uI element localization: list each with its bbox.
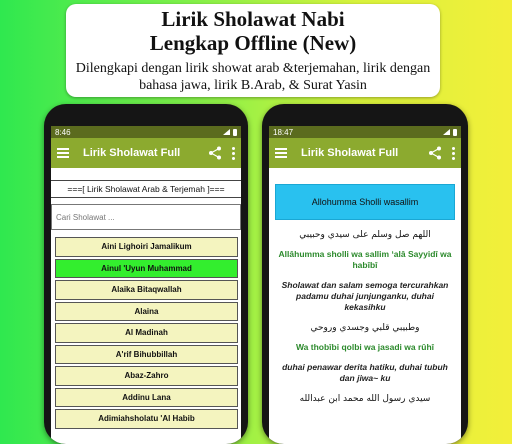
sholawat-list — [55, 237, 238, 429]
promo-banner — [66, 4, 440, 97]
search-input[interactable]: Cari Sholawat ... — [51, 204, 241, 230]
status-icons — [443, 129, 457, 136]
more-vert-icon[interactable] — [232, 147, 235, 160]
list-item[interactable]: Al Madinah — [55, 323, 238, 343]
lyrics-body — [269, 230, 461, 404]
list-item[interactable]: Alaina — [55, 302, 238, 322]
banner-subtitle: Dilengkapi dengan lirik showat arab &terjemahan, lirik dengan bahasa jawa, lirik B.Arab, & Surat Yasin — [75, 61, 431, 93]
phone-mockup-detail — [262, 104, 468, 444]
signal-icon — [223, 129, 230, 135]
phone-mockup-list — [44, 104, 248, 444]
menu-icon[interactable] — [275, 148, 287, 158]
section-header: ===[ Lirik Sholawat Arab & Terjemah ]=== — [51, 180, 241, 198]
translation-line: duhai penawar derita hatiku, duhai tubuh dan jiwa~ ku — [282, 362, 448, 383]
status-time: 18:47 — [273, 127, 294, 137]
battery-icon — [233, 129, 237, 136]
arabic-line: اللهم صل وسلم على سيدي وحبيبي — [299, 230, 431, 240]
status-icons — [223, 129, 237, 136]
status-bar — [269, 126, 461, 138]
app-title: Lirik Sholawat Full — [301, 147, 399, 159]
list-item[interactable]: A'rif Bihubbillah — [55, 345, 238, 365]
banner-title: Lirik Sholawat Nabi Lengkap Offline (New) — [149, 7, 357, 55]
list-item-selected[interactable]: Ainul 'Uyun Muhammad — [55, 259, 238, 279]
list-item[interactable]: Alaika Bitaqwallah — [55, 280, 238, 300]
app-title: Lirik Sholawat Full — [83, 147, 181, 159]
status-bar — [51, 126, 241, 138]
status-time: 8:46 — [55, 127, 71, 137]
latin-line: Allâhumma sholli wa sallim ‘alâ Sayyidî wa habîbî — [278, 249, 452, 270]
battery-icon — [453, 129, 457, 136]
list-item[interactable]: Addinu Lana — [55, 388, 238, 408]
arabic-line: سيدي رسول الله محمد ابن عبدالله — [299, 394, 431, 404]
list-item[interactable]: Aini Lighoiri Jamalikum — [55, 237, 238, 257]
translation-line: Sholawat dan salam semoga tercurahkan padamu duhai junjunganku, duhai kekasihku — [281, 280, 449, 312]
menu-icon[interactable] — [57, 148, 69, 158]
app-bar — [269, 138, 461, 168]
arabic-line: وطبيبي قلبي وجسدي وروحي — [310, 323, 420, 333]
detail-screen — [269, 126, 461, 444]
share-icon[interactable] — [208, 146, 222, 160]
list-item[interactable]: Abaz-Zahro — [55, 366, 238, 386]
list-screen — [51, 126, 241, 444]
app-bar — [51, 138, 241, 168]
share-icon[interactable] — [428, 146, 442, 160]
verse-title: Allohumma Sholli wasallim — [275, 184, 455, 220]
more-vert-icon[interactable] — [452, 147, 455, 160]
latin-line: Wa thobîbi qolbi wa jasadi wa rûhî — [295, 342, 435, 352]
list-item[interactable]: Adimiahsholatu 'Al Habib — [55, 409, 238, 429]
signal-icon — [443, 129, 450, 135]
